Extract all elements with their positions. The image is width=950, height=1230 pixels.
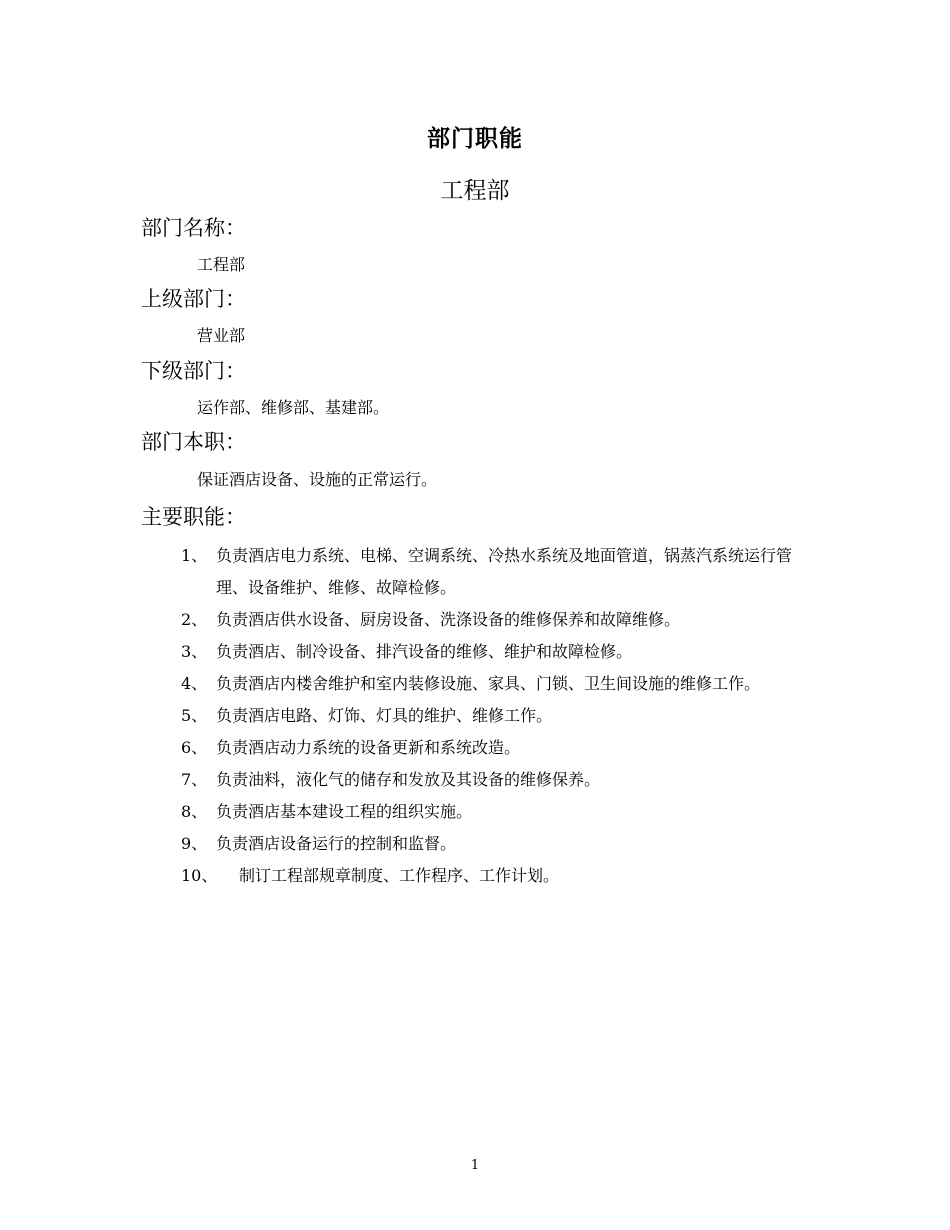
section-value-sub-departments: 运作部、维修部、基建部。 xyxy=(197,398,390,417)
list-item-number: 3、 xyxy=(181,642,208,661)
section-heading-core-duty: 部门本职： xyxy=(141,430,246,454)
list-item xyxy=(181,540,821,604)
list-item xyxy=(181,604,821,636)
list-item xyxy=(181,668,821,700)
section-heading-department-name: 部门名称： xyxy=(141,216,246,240)
duty-list xyxy=(181,540,821,892)
list-item xyxy=(181,828,821,860)
section-heading-parent-department: 上级部门： xyxy=(141,287,246,311)
list-item-text: 负责酒店设备运行的控制和监督。 xyxy=(216,834,457,853)
list-item-text: 负责酒店动力系统的设备更新和系统改造。 xyxy=(216,738,521,757)
list-item-number: 1、 xyxy=(181,546,208,565)
section-value-core-duty: 保证酒店设备、设施的正常运行。 xyxy=(197,470,438,489)
list-item-text: 负责酒店电路、灯饰、灯具的维护、维修工作。 xyxy=(216,706,553,725)
list-item-text: 负责酒店电力系统、电梯、空调系统、冷热水系统及地面管道，锅蒸汽系统运行管理、设备维护、维修、故障检修。 xyxy=(216,546,793,597)
document-title: 部门职能 xyxy=(427,126,523,152)
list-item xyxy=(181,860,821,892)
section-heading-main-functions: 主要职能： xyxy=(141,505,246,529)
list-item-text: 负责酒店、制冷设备、排汽设备的维修、维护和故障检修。 xyxy=(216,642,633,661)
list-item-text: 负责酒店内楼舍维护和室内装修设施、家具、门锁、卫生间设施的维修工作。 xyxy=(216,674,761,693)
section-value-department-name: 工程部 xyxy=(197,255,246,274)
list-item-number: 2、 xyxy=(181,610,208,629)
list-item-text: 负责酒店基本建设工程的组织实施。 xyxy=(216,802,473,821)
list-item xyxy=(181,764,821,796)
list-item-number: 8、 xyxy=(181,802,208,821)
list-item xyxy=(181,700,821,732)
list-item xyxy=(181,796,821,828)
list-item-number: 7、 xyxy=(181,770,208,789)
list-item-number: 4、 xyxy=(181,674,208,693)
list-item-number: 9、 xyxy=(181,834,208,853)
department-name-title: 工程部 xyxy=(440,178,510,204)
section-value-parent-department: 营业部 xyxy=(197,326,246,345)
list-item-text: 负责酒店供水设备、厨房设备、洗涤设备的维修保养和故障维修。 xyxy=(216,610,681,629)
list-item-number: 5、 xyxy=(181,706,208,725)
list-item-number: 10、 xyxy=(181,866,218,885)
list-item-text: 制订工程部规章制度、工作程序、工作计划。 xyxy=(239,866,560,885)
list-item xyxy=(181,636,821,668)
list-item-number: 6、 xyxy=(181,738,208,757)
section-heading-sub-departments: 下级部门： xyxy=(141,359,246,383)
page-number: 1 xyxy=(470,1158,480,1173)
list-item-text: 负责油料，液化气的储存和发放及其设备的维修保养。 xyxy=(216,770,601,789)
list-item xyxy=(181,732,821,764)
